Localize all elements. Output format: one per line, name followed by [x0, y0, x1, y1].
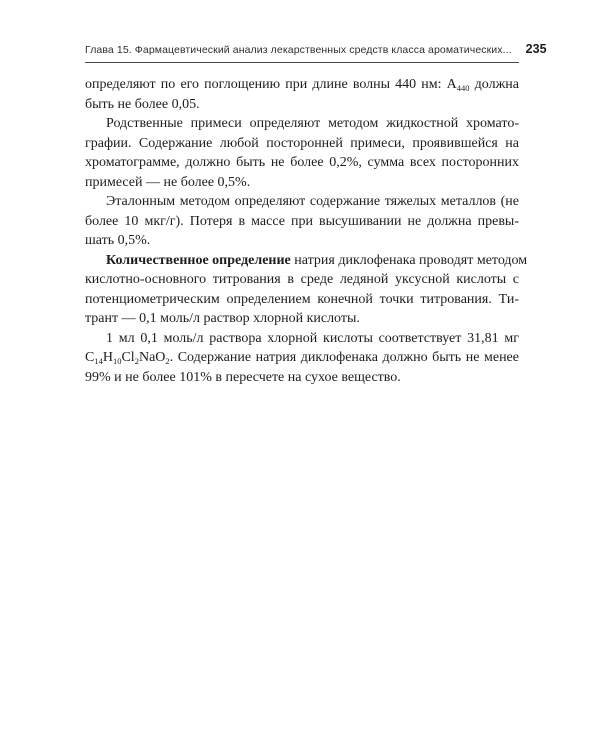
- book-page: [85, 42, 547, 387]
- text-line: 99% и не более 101% в пересчете на сухое вещество.: [85, 369, 401, 385]
- text-line: графии. Содержание любой посторонней примеси, проявившейся на: [85, 135, 519, 151]
- bold-run-quantitative-determination: Количественное определение: [106, 252, 291, 268]
- subscript-440: 440: [456, 83, 470, 93]
- text-segment: определяют по его поглощению при длине волны 440 нм: A: [85, 77, 457, 92]
- text-line: более 10 мкг/г). Потеря в массе при высушивании не должна превы-: [85, 213, 519, 229]
- text-line: потенциометрическим определением конечной точки титрования. Ти-: [85, 291, 519, 307]
- text-line: [85, 348, 519, 368]
- text-line: Эталонным методом определяют содержание тяжелых металлов (не: [106, 194, 519, 209]
- text-line: трант — 0,1 моль/л раствор хлорной кислоты.: [85, 311, 360, 326]
- text-segment: NaO: [138, 350, 166, 365]
- text-line: [85, 75, 519, 95]
- subscript-2: 2: [134, 356, 139, 366]
- text-segment: Cl: [121, 350, 135, 365]
- running-title: Глава 15. Фармацевтический анализ лекарственных средств класса ароматических...: [85, 44, 512, 56]
- subscript-2: 2: [165, 356, 170, 366]
- page-body: [85, 75, 528, 387]
- page-header: [85, 42, 547, 63]
- text-line: Родственные примеси определяют методом жидкостной хромато-: [106, 116, 519, 131]
- subscript-10: 10: [112, 356, 122, 366]
- text-segment: C: [85, 350, 95, 365]
- text-line: кислотно-основного титрования в среде ледяной уксусной кислоты с: [85, 272, 519, 287]
- text-line: шать 0,5%.: [85, 233, 151, 248]
- text-line: [85, 251, 528, 271]
- text-line: быть не более 0,05.: [85, 96, 200, 112]
- text-segment: натрия диклофенака проводят методом: [290, 252, 528, 268]
- page-number: 235: [525, 42, 547, 56]
- subscript-14: 14: [94, 356, 103, 366]
- text-line: примесей — не более 0,5%.: [85, 174, 251, 190]
- chemical-formula: [85, 350, 170, 365]
- text-segment: должна: [469, 77, 519, 92]
- text-line: хроматограмме, должно быть не более 0,2%, сумма всех посторонних: [85, 155, 519, 170]
- text-line: 1 мл 0,1 моль/л раствора хлорной кислоты соответствует 31,81 мг: [106, 330, 519, 346]
- text-segment: H: [102, 350, 113, 365]
- text-segment: . Содержание натрия диклофенака должно быть не менее: [169, 350, 519, 365]
